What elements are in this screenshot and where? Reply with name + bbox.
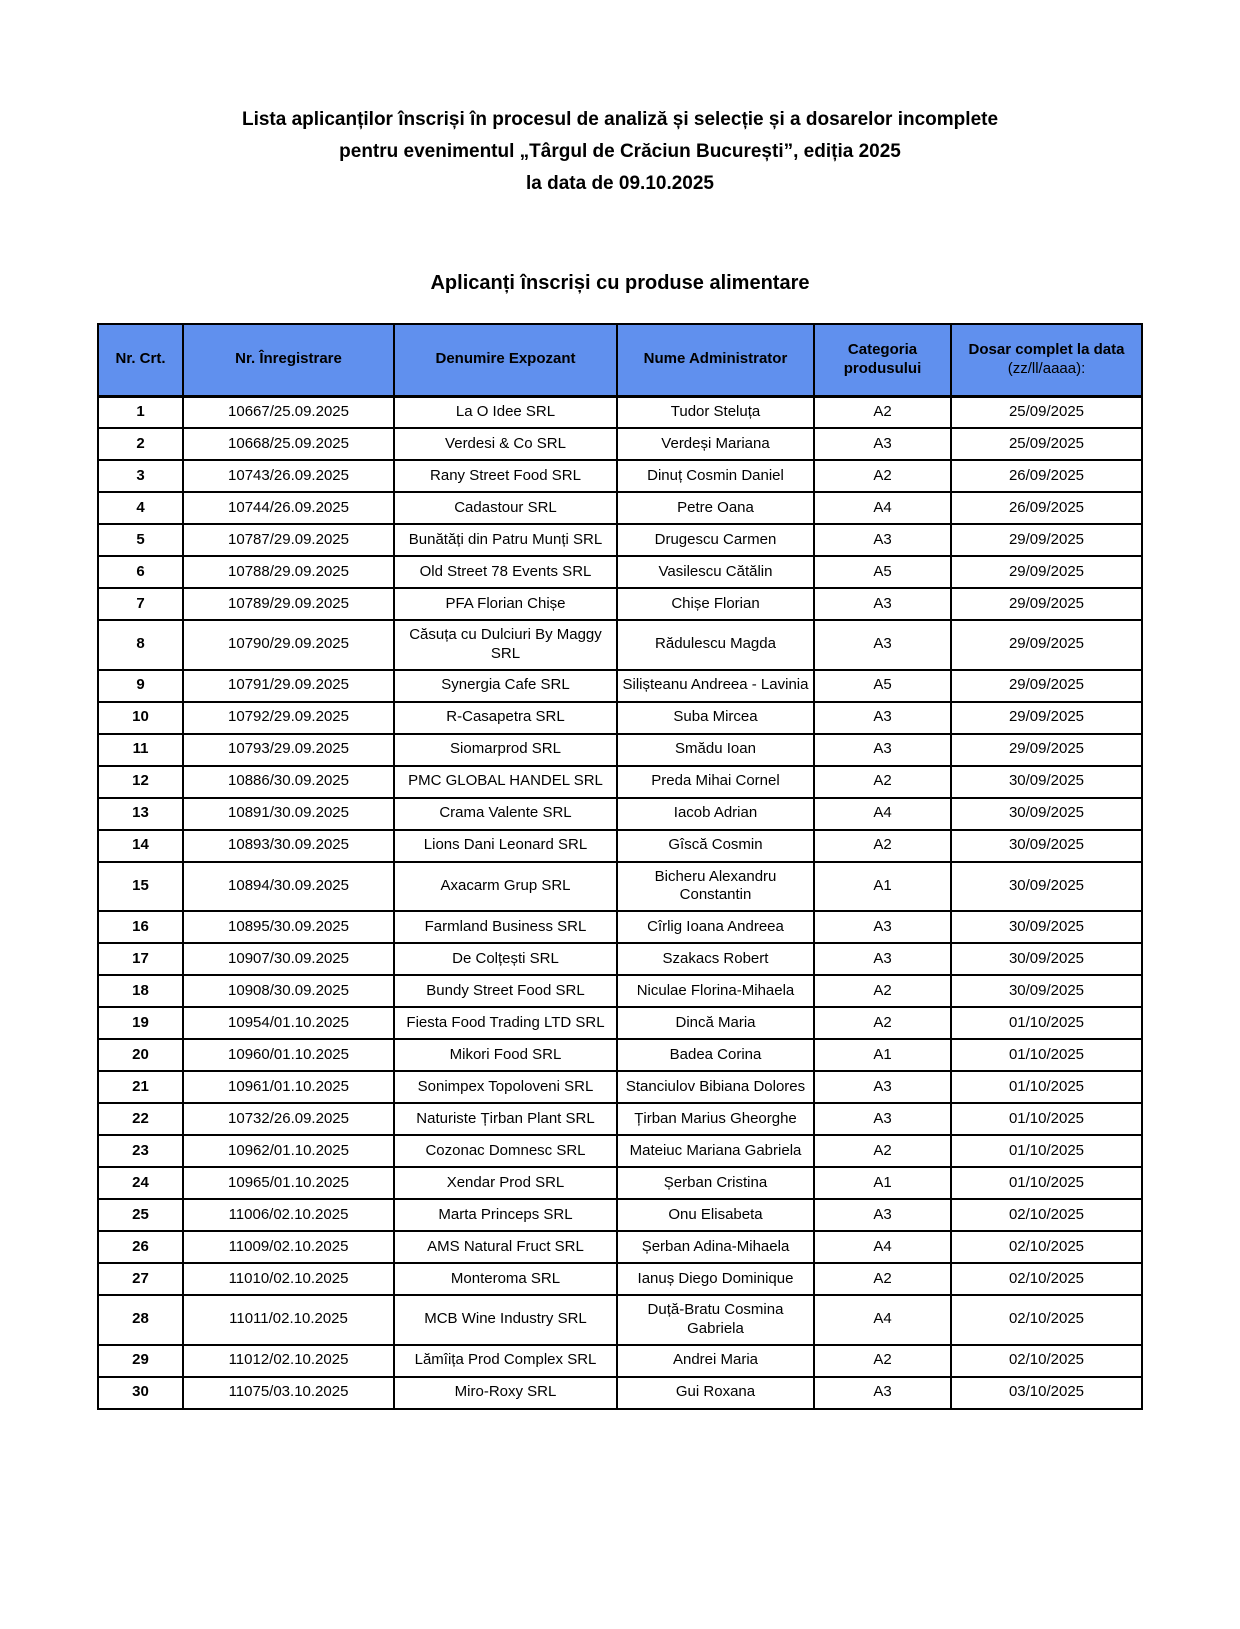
cell-nr-crt: 26 xyxy=(98,1231,183,1263)
cell-categoria-produsului: A3 xyxy=(814,620,951,670)
cell-denumire-expozant: Old Street 78 Events SRL xyxy=(394,556,617,588)
cell-nr-inregistrare: 10954/01.10.2025 xyxy=(183,1007,394,1039)
table-row xyxy=(98,734,1142,766)
cell-denumire-expozant: Axacarm Grup SRL xyxy=(394,862,617,912)
cell-nume-administrator: Badea Corina xyxy=(617,1039,814,1071)
cell-nume-administrator: Suba Mircea xyxy=(617,702,814,734)
cell-nume-administrator: Petre Oana xyxy=(617,492,814,524)
cell-denumire-expozant: Lămîița Prod Complex SRL xyxy=(394,1345,617,1377)
table-row xyxy=(98,1263,1142,1295)
cell-nume-administrator: Șerban Cristina xyxy=(617,1167,814,1199)
table-header-row xyxy=(98,324,1142,396)
cell-dosar-complet-la-data: 30/09/2025 xyxy=(951,975,1142,1007)
cell-dosar-complet-la-data: 02/10/2025 xyxy=(951,1263,1142,1295)
cell-nr-crt: 19 xyxy=(98,1007,183,1039)
document-title-line-3: la data de 09.10.2025 xyxy=(525,173,714,194)
cell-nr-inregistrare: 10788/29.09.2025 xyxy=(183,556,394,588)
cell-nr-crt: 17 xyxy=(98,943,183,975)
cell-nr-crt: 29 xyxy=(98,1345,183,1377)
cell-dosar-complet-la-data: 03/10/2025 xyxy=(951,1377,1142,1409)
table-row xyxy=(98,1167,1142,1199)
cell-nume-administrator: Tudor Steluța xyxy=(617,396,814,428)
cell-nr-inregistrare: 10732/26.09.2025 xyxy=(183,1103,394,1135)
cell-nume-administrator: Verdeși Mariana xyxy=(617,428,814,460)
header-categoria-produsului: Categoria produsului xyxy=(814,324,951,396)
cell-denumire-expozant: Xendar Prod SRL xyxy=(394,1167,617,1199)
table-row xyxy=(98,524,1142,556)
cell-nr-crt: 16 xyxy=(98,911,183,943)
cell-dosar-complet-la-data: 30/09/2025 xyxy=(951,943,1142,975)
cell-nr-crt: 22 xyxy=(98,1103,183,1135)
cell-categoria-produsului: A1 xyxy=(814,1167,951,1199)
header-nr-crt: Nr. Crt. xyxy=(98,324,183,396)
document-title xyxy=(0,0,1240,200)
cell-denumire-expozant: PMC GLOBAL HANDEL SRL xyxy=(394,766,617,798)
cell-denumire-expozant: Farmland Business SRL xyxy=(394,911,617,943)
cell-categoria-produsului: A3 xyxy=(814,734,951,766)
cell-dosar-complet-la-data: 02/10/2025 xyxy=(951,1231,1142,1263)
cell-categoria-produsului: A1 xyxy=(814,862,951,912)
cell-nume-administrator: Dincă Maria xyxy=(617,1007,814,1039)
cell-nr-crt: 4 xyxy=(98,492,183,524)
cell-nume-administrator: Onu Elisabeta xyxy=(617,1199,814,1231)
cell-dosar-complet-la-data: 01/10/2025 xyxy=(951,1007,1142,1039)
cell-dosar-complet-la-data: 29/09/2025 xyxy=(951,702,1142,734)
cell-denumire-expozant: Lions Dani Leonard SRL xyxy=(394,830,617,862)
cell-nr-inregistrare: 10791/29.09.2025 xyxy=(183,670,394,702)
cell-nr-inregistrare: 11006/02.10.2025 xyxy=(183,1199,394,1231)
document-title-line-1: Lista aplicanților înscriși în procesul de analiză și selecție și a dosarelor incomplete xyxy=(241,109,999,130)
cell-nr-inregistrare: 10965/01.10.2025 xyxy=(183,1167,394,1199)
cell-nr-crt: 10 xyxy=(98,702,183,734)
cell-categoria-produsului: A1 xyxy=(814,1039,951,1071)
cell-denumire-expozant: Siomarprod SRL xyxy=(394,734,617,766)
cell-dosar-complet-la-data: 25/09/2025 xyxy=(951,428,1142,460)
cell-nume-administrator: Andrei Maria xyxy=(617,1345,814,1377)
table-row xyxy=(98,588,1142,620)
cell-categoria-produsului: A4 xyxy=(814,798,951,830)
cell-nr-inregistrare: 10743/26.09.2025 xyxy=(183,460,394,492)
table-row xyxy=(98,1039,1142,1071)
cell-denumire-expozant: AMS Natural Fruct SRL xyxy=(394,1231,617,1263)
table-row xyxy=(98,1135,1142,1167)
cell-nr-crt: 9 xyxy=(98,670,183,702)
cell-nr-crt: 27 xyxy=(98,1263,183,1295)
cell-dosar-complet-la-data: 26/09/2025 xyxy=(951,492,1142,524)
table-header xyxy=(98,324,1142,396)
cell-dosar-complet-la-data: 01/10/2025 xyxy=(951,1135,1142,1167)
cell-nume-administrator: Ianuș Diego Dominique xyxy=(617,1263,814,1295)
cell-denumire-expozant: Miro-Roxy SRL xyxy=(394,1377,617,1409)
cell-nr-inregistrare: 10891/30.09.2025 xyxy=(183,798,394,830)
cell-denumire-expozant: Synergia Cafe SRL xyxy=(394,670,617,702)
cell-denumire-expozant: Monteroma SRL xyxy=(394,1263,617,1295)
cell-nr-inregistrare: 10789/29.09.2025 xyxy=(183,588,394,620)
cell-denumire-expozant: Crama Valente SRL xyxy=(394,798,617,830)
cell-denumire-expozant: R-Casapetra SRL xyxy=(394,702,617,734)
cell-nume-administrator: Vasilescu Cătălin xyxy=(617,556,814,588)
table-row xyxy=(98,670,1142,702)
cell-nr-inregistrare: 10895/30.09.2025 xyxy=(183,911,394,943)
cell-categoria-produsului: A2 xyxy=(814,460,951,492)
cell-nr-crt: 8 xyxy=(98,620,183,670)
cell-nr-crt: 3 xyxy=(98,460,183,492)
cell-categoria-produsului: A3 xyxy=(814,1377,951,1409)
cell-nr-crt: 13 xyxy=(98,798,183,830)
cell-denumire-expozant: PFA Florian Chișe xyxy=(394,588,617,620)
cell-dosar-complet-la-data: 26/09/2025 xyxy=(951,460,1142,492)
table-row xyxy=(98,798,1142,830)
cell-nr-crt: 7 xyxy=(98,588,183,620)
cell-nr-crt: 20 xyxy=(98,1039,183,1071)
cell-dosar-complet-la-data: 01/10/2025 xyxy=(951,1071,1142,1103)
cell-categoria-produsului: A3 xyxy=(814,1071,951,1103)
table-body xyxy=(98,396,1142,1409)
cell-nume-administrator: Niculae Florina-Mihaela xyxy=(617,975,814,1007)
cell-nr-crt: 25 xyxy=(98,1199,183,1231)
cell-nr-inregistrare: 10792/29.09.2025 xyxy=(183,702,394,734)
cell-nume-administrator: Dinuț Cosmin Daniel xyxy=(617,460,814,492)
cell-nr-crt: 18 xyxy=(98,975,183,1007)
cell-nume-administrator: Iacob Adrian xyxy=(617,798,814,830)
cell-categoria-produsului: A2 xyxy=(814,396,951,428)
cell-dosar-complet-la-data: 30/09/2025 xyxy=(951,798,1142,830)
cell-categoria-produsului: A3 xyxy=(814,702,951,734)
cell-denumire-expozant: De Colțești SRL xyxy=(394,943,617,975)
cell-nr-crt: 28 xyxy=(98,1295,183,1345)
cell-nr-crt: 15 xyxy=(98,862,183,912)
table-row xyxy=(98,620,1142,670)
cell-categoria-produsului: A3 xyxy=(814,588,951,620)
cell-categoria-produsului: A5 xyxy=(814,670,951,702)
cell-denumire-expozant: Căsuța cu Dulciuri By Maggy SRL xyxy=(394,620,617,670)
cell-nr-inregistrare: 10962/01.10.2025 xyxy=(183,1135,394,1167)
cell-nume-administrator: Țirban Marius Gheorghe xyxy=(617,1103,814,1135)
cell-denumire-expozant: Naturiste Țirban Plant SRL xyxy=(394,1103,617,1135)
table-row xyxy=(98,1103,1142,1135)
header-dosar-complet-label: Dosar complet la data xyxy=(968,341,1125,358)
table-row xyxy=(98,428,1142,460)
table-row xyxy=(98,975,1142,1007)
cell-denumire-expozant: Bunătăți din Patru Munți SRL xyxy=(394,524,617,556)
cell-categoria-produsului: A3 xyxy=(814,943,951,975)
cell-dosar-complet-la-data: 29/09/2025 xyxy=(951,556,1142,588)
cell-nr-inregistrare: 11011/02.10.2025 xyxy=(183,1295,394,1345)
cell-nume-administrator: Chișe Florian xyxy=(617,588,814,620)
cell-categoria-produsului: A3 xyxy=(814,1199,951,1231)
cell-nr-inregistrare: 11009/02.10.2025 xyxy=(183,1231,394,1263)
cell-dosar-complet-la-data: 29/09/2025 xyxy=(951,734,1142,766)
cell-nr-crt: 12 xyxy=(98,766,183,798)
cell-nr-inregistrare: 10787/29.09.2025 xyxy=(183,524,394,556)
table-row xyxy=(98,943,1142,975)
cell-nr-crt: 1 xyxy=(98,396,183,428)
cell-nr-crt: 5 xyxy=(98,524,183,556)
cell-nume-administrator: Szakacs Robert xyxy=(617,943,814,975)
cell-nr-inregistrare: 10744/26.09.2025 xyxy=(183,492,394,524)
cell-categoria-produsului: A2 xyxy=(814,1345,951,1377)
cell-nume-administrator: Stanciulov Bibiana Dolores xyxy=(617,1071,814,1103)
header-denumire-expozant: Denumire Expozant xyxy=(394,324,617,396)
cell-categoria-produsului: A2 xyxy=(814,830,951,862)
cell-categoria-produsului: A3 xyxy=(814,428,951,460)
header-nume-administrator: Nume Administrator xyxy=(617,324,814,396)
cell-nr-inregistrare: 11010/02.10.2025 xyxy=(183,1263,394,1295)
cell-nr-crt: 2 xyxy=(98,428,183,460)
cell-categoria-produsului: A2 xyxy=(814,1135,951,1167)
table-row xyxy=(98,492,1142,524)
cell-nr-crt: 24 xyxy=(98,1167,183,1199)
cell-categoria-produsului: A4 xyxy=(814,492,951,524)
cell-categoria-produsului: A2 xyxy=(814,766,951,798)
cell-dosar-complet-la-data: 30/09/2025 xyxy=(951,911,1142,943)
table-row xyxy=(98,1007,1142,1039)
cell-dosar-complet-la-data: 29/09/2025 xyxy=(951,620,1142,670)
cell-dosar-complet-la-data: 02/10/2025 xyxy=(951,1199,1142,1231)
cell-denumire-expozant: Cozonac Domnesc SRL xyxy=(394,1135,617,1167)
cell-nume-administrator: Silișteanu Andreea - Lavinia xyxy=(617,670,814,702)
cell-dosar-complet-la-data: 29/09/2025 xyxy=(951,670,1142,702)
cell-categoria-produsului: A2 xyxy=(814,975,951,1007)
cell-nr-inregistrare: 10668/25.09.2025 xyxy=(183,428,394,460)
cell-dosar-complet-la-data: 02/10/2025 xyxy=(951,1295,1142,1345)
cell-categoria-produsului: A4 xyxy=(814,1231,951,1263)
cell-denumire-expozant: Fiesta Food Trading LTD SRL xyxy=(394,1007,617,1039)
table-row xyxy=(98,911,1142,943)
cell-dosar-complet-la-data: 01/10/2025 xyxy=(951,1167,1142,1199)
table-row xyxy=(98,556,1142,588)
cell-denumire-expozant: Verdesi & Co SRL xyxy=(394,428,617,460)
cell-nr-inregistrare: 10960/01.10.2025 xyxy=(183,1039,394,1071)
cell-nr-crt: 23 xyxy=(98,1135,183,1167)
cell-nr-crt: 30 xyxy=(98,1377,183,1409)
cell-dosar-complet-la-data: 30/09/2025 xyxy=(951,830,1142,862)
table-row xyxy=(98,766,1142,798)
cell-dosar-complet-la-data: 02/10/2025 xyxy=(951,1345,1142,1377)
header-nr-inregistrare: Nr. Înregistrare xyxy=(183,324,394,396)
cell-nr-crt: 11 xyxy=(98,734,183,766)
cell-nr-inregistrare: 10893/30.09.2025 xyxy=(183,830,394,862)
cell-nume-administrator: Bicheru Alexandru Constantin xyxy=(617,862,814,912)
cell-dosar-complet-la-data: 29/09/2025 xyxy=(951,524,1142,556)
table-row xyxy=(98,1231,1142,1263)
cell-nume-administrator: Gui Roxana xyxy=(617,1377,814,1409)
cell-dosar-complet-la-data: 01/10/2025 xyxy=(951,1103,1142,1135)
cell-nr-inregistrare: 10790/29.09.2025 xyxy=(183,620,394,670)
cell-denumire-expozant: La O Idee SRL xyxy=(394,396,617,428)
cell-denumire-expozant: Mikori Food SRL xyxy=(394,1039,617,1071)
table-row xyxy=(98,702,1142,734)
cell-nume-administrator: Smădu Ioan xyxy=(617,734,814,766)
table-row xyxy=(98,862,1142,912)
cell-denumire-expozant: MCB Wine Industry SRL xyxy=(394,1295,617,1345)
cell-nume-administrator: Mateiuc Mariana Gabriela xyxy=(617,1135,814,1167)
cell-nr-inregistrare: 10908/30.09.2025 xyxy=(183,975,394,1007)
applicants-table xyxy=(97,323,1143,1410)
cell-nr-crt: 6 xyxy=(98,556,183,588)
table-row xyxy=(98,396,1142,428)
cell-nr-inregistrare: 10886/30.09.2025 xyxy=(183,766,394,798)
cell-nume-administrator: Cîrlig Ioana Andreea xyxy=(617,911,814,943)
cell-categoria-produsului: A5 xyxy=(814,556,951,588)
cell-denumire-expozant: Marta Princeps SRL xyxy=(394,1199,617,1231)
cell-dosar-complet-la-data: 30/09/2025 xyxy=(951,862,1142,912)
cell-nume-administrator: Preda Mihai Cornel xyxy=(617,766,814,798)
table-row xyxy=(98,1199,1142,1231)
cell-denumire-expozant: Rany Street Food SRL xyxy=(394,460,617,492)
cell-categoria-produsului: A3 xyxy=(814,1103,951,1135)
cell-nr-inregistrare: 11075/03.10.2025 xyxy=(183,1377,394,1409)
table-row xyxy=(98,1071,1142,1103)
table-row xyxy=(98,1377,1142,1409)
table-row xyxy=(98,1345,1142,1377)
cell-dosar-complet-la-data: 25/09/2025 xyxy=(951,396,1142,428)
cell-dosar-complet-la-data: 30/09/2025 xyxy=(951,766,1142,798)
document-title-line-2: pentru evenimentul „Târgul de Crăciun București”, ediția 2025 xyxy=(339,141,901,162)
cell-nume-administrator: Duță-Bratu Cosmina Gabriela xyxy=(617,1295,814,1345)
cell-categoria-produsului: A2 xyxy=(814,1007,951,1039)
cell-nr-inregistrare: 10894/30.09.2025 xyxy=(183,862,394,912)
cell-nume-administrator: Șerban Adina-Mihaela xyxy=(617,1231,814,1263)
cell-nr-inregistrare: 10961/01.10.2025 xyxy=(183,1071,394,1103)
cell-nume-administrator: Rădulescu Magda xyxy=(617,620,814,670)
section-heading: Aplicanți înscriși cu produse alimentare xyxy=(430,272,810,294)
cell-nr-inregistrare: 10667/25.09.2025 xyxy=(183,396,394,428)
cell-categoria-produsului: A2 xyxy=(814,1263,951,1295)
cell-denumire-expozant: Cadastour SRL xyxy=(394,492,617,524)
cell-nr-inregistrare: 10793/29.09.2025 xyxy=(183,734,394,766)
cell-categoria-produsului: A3 xyxy=(814,524,951,556)
cell-nr-inregistrare: 10907/30.09.2025 xyxy=(183,943,394,975)
cell-categoria-produsului: A3 xyxy=(814,911,951,943)
header-dosar-complet-format: (zz/ll/aaaa): xyxy=(1007,359,1086,377)
cell-categoria-produsului: A4 xyxy=(814,1295,951,1345)
cell-denumire-expozant: Sonimpex Topoloveni SRL xyxy=(394,1071,617,1103)
cell-nume-administrator: Gîscă Cosmin xyxy=(617,830,814,862)
cell-dosar-complet-la-data: 01/10/2025 xyxy=(951,1039,1142,1071)
table-row xyxy=(98,460,1142,492)
cell-nr-crt: 14 xyxy=(98,830,183,862)
cell-denumire-expozant: Bundy Street Food SRL xyxy=(394,975,617,1007)
table-row xyxy=(98,1295,1142,1345)
cell-dosar-complet-la-data: 29/09/2025 xyxy=(951,588,1142,620)
cell-nume-administrator: Drugescu Carmen xyxy=(617,524,814,556)
table-row xyxy=(98,830,1142,862)
header-dosar-complet xyxy=(951,324,1142,396)
cell-nr-crt: 21 xyxy=(98,1071,183,1103)
cell-nr-inregistrare: 11012/02.10.2025 xyxy=(183,1345,394,1377)
